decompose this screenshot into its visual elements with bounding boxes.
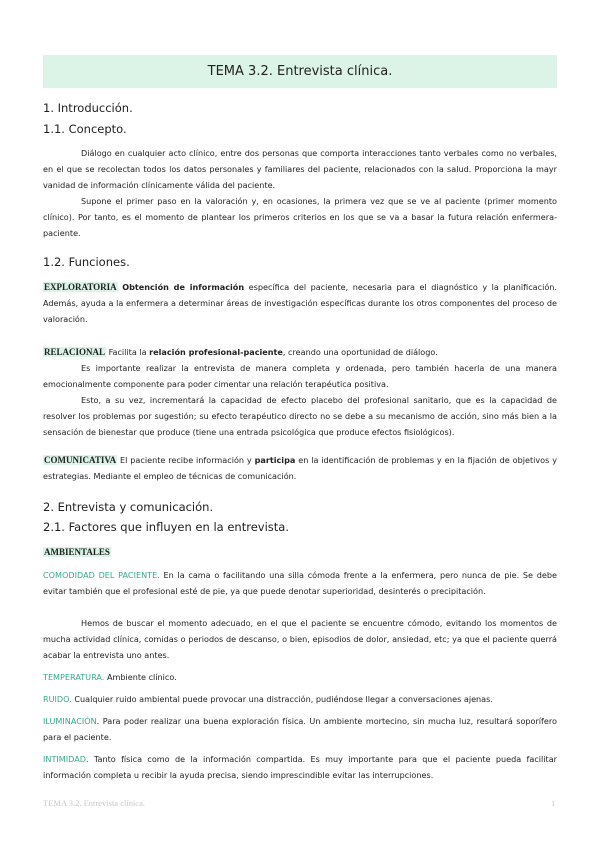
intimidad-text: . Tanto física como de la información compartida. Es muy importante para que el paciente pueda facilitar información completa u recibir la ayuda precisa, siendo imprescindible evitar las interrupciones. <box>43 754 557 780</box>
iluminacion-label: ILUMINACIÓN <box>43 716 97 726</box>
section-heading-funciones: 1.2. Funciones. <box>43 255 130 269</box>
intimidad-label: INTIMIDAD <box>43 754 87 764</box>
comunicativa-pre: El paciente recibe información y <box>117 455 255 465</box>
ambientales-row <box>43 544 557 560</box>
concepto-paragraph-1: Diálogo en cualquier acto clínico, entre dos personas que comporta interacciones tanto verbales como no verbales, en el que se recolectan todos los datos personales y familiares del paciente, relacionados con la salud. Proporciona la mayr vanidad de información clínicamente válida del paciente. <box>43 148 557 190</box>
exploratoria-text: específica del paciente, necesaria para el diagnóstico y la planificación. Además, ayuda a la enfermera a determinar áreas de investigación específicas durante los otros componentes del proceso de valoración. <box>43 282 557 324</box>
relacional-paragraph-3: Esto, a su vez, incrementará la capacidad de efecto placebo del profesional sanitario, que es la capacidad de resolver los problemas por sugestión; su efecto terapéutico directo no se debe a su mecanismo de acción, sino más bien a la sensación de bienestar que produce (tiene una entrada psicológica que produce efectos fisiológicos). <box>43 395 557 437</box>
exploratoria-paragraph <box>43 279 557 327</box>
temperatura-label: TEMPERATURA. <box>43 672 105 682</box>
iluminacion-paragraph <box>43 713 557 745</box>
exploratoria-bold: Obtención de información <box>122 282 245 292</box>
ruido-label: RUIDO. <box>43 694 72 704</box>
temperatura-paragraph <box>43 669 557 685</box>
exploratoria-label: EXPLORATORIA <box>44 282 117 292</box>
section-heading-introduccion: 1. Introducción. <box>43 101 133 115</box>
comodidad-text: En la cama o facilitando una silla cómoda frente a la enfermera, pero nunca de pie. Se debe evitar también que el profesional esté de pie, ya que puede denotar superioridad, desinterés o precipitación. <box>43 570 557 596</box>
comodidad-paragraph <box>43 567 557 599</box>
comunicativa-label: COMUNICATIVA <box>44 455 117 465</box>
title-banner <box>43 55 557 88</box>
intimidad-paragraph <box>43 751 557 783</box>
relacional-post: , creando una oportunidad de diálogo. <box>282 347 438 357</box>
section-heading-factores: 2.1. Factores que influyen en la entrevista. <box>43 520 289 534</box>
section-heading-entrevista: 2. Entrevista y comunicación. <box>43 500 214 514</box>
ruido-paragraph <box>43 691 557 707</box>
section-heading-concepto: 1.1. Concepto. <box>43 122 127 136</box>
iluminacion-text: . Para poder realizar una buena exploración física. Un ambiente mortecino, sin mucha luz, resultará soporífero para el paciente. <box>43 716 557 742</box>
comodidad-paragraph-2: Hemos de buscar el momento adecuado, en el que el paciente se encuentre cómodo, evitando los momentos de mucha actividad clínica, comidas o periodos de descanso, o bien, episodios de dolor, ansiedad, etc; ya que el paciente querrá acabar la entrevista uno antes. <box>43 618 557 660</box>
comunicativa-paragraph <box>43 452 557 484</box>
relacional-paragraph-2: Es importante realizar la entrevista de manera completa y ordenada, pero también hacerla de una manera emocionalmente componente para poder cimentar una relación terapéutica positiva. <box>43 363 557 389</box>
ambientales-label: AMBIENTALES <box>44 547 110 557</box>
comunicativa-bold: participa <box>254 455 296 465</box>
concepto-paragraph-2: Supone el primer paso en la valoración y, en ocasiones, la primera vez que se ve al paciente (primer momento clínico). Por tanto, es el momento de plantear los primeros criterios en los que se va a basar la futura relación enfermera-paciente. <box>43 196 557 238</box>
relacional-pre: Facilita la <box>106 347 150 357</box>
relacional-bold: relación profesional-paciente <box>149 347 283 357</box>
footer-title: TEMA 3.2. Entrevista clínica. <box>43 798 145 808</box>
page-title: TEMA 3.2. Entrevista clínica. <box>207 64 393 79</box>
relacional-label: RELACIONAL <box>44 347 106 357</box>
relacional-paragraph <box>43 344 557 360</box>
comodidad-label: COMODIDAD DEL PACIENTE. <box>43 570 160 580</box>
page-number: 1 <box>551 798 556 808</box>
comunicativa-post: en la identificación de problemas y en la fijación de objetivos y estrategias. Mediante el empleo de técnicas de comunicación. <box>43 455 557 481</box>
ruido-text: Cualquier ruido ambiental puede provocar una distracción, pudiéndose llegar a conversaciones ajenas. <box>71 694 493 704</box>
temperatura-text: Ambiente clínico. <box>104 672 177 682</box>
